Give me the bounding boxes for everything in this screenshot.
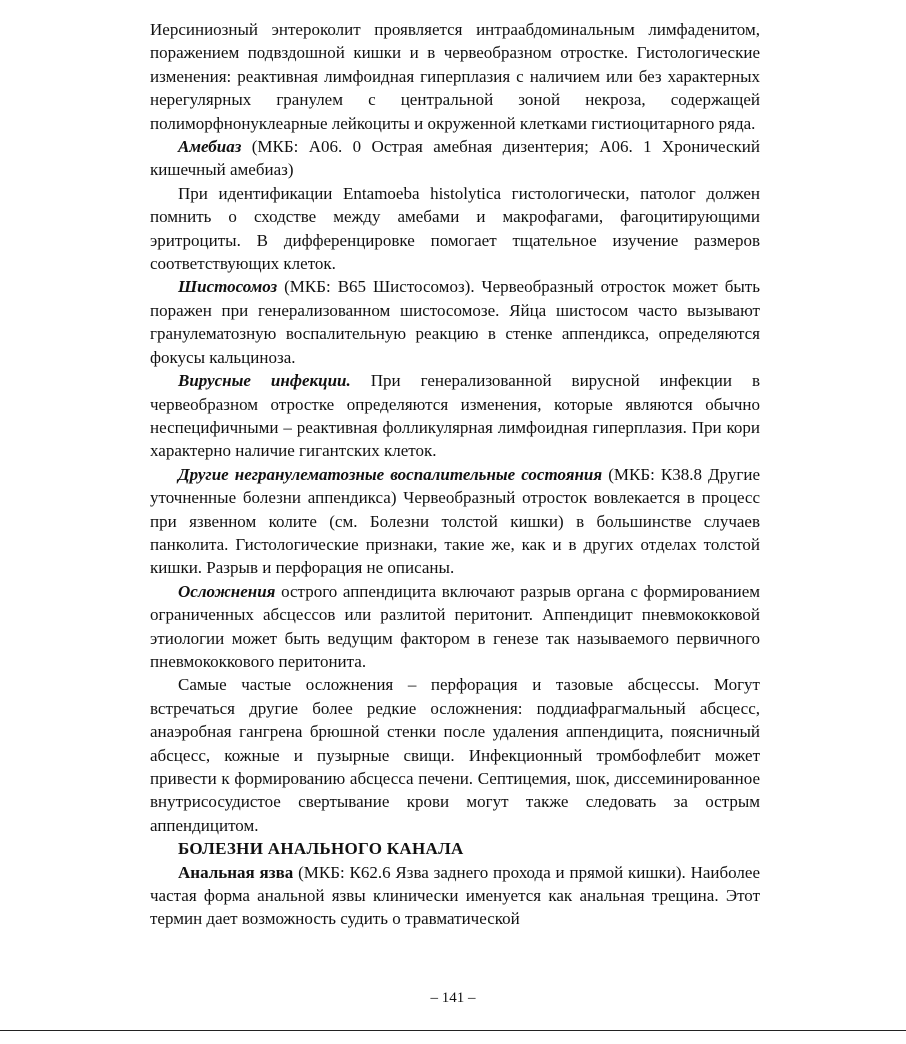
- paragraph-yersiniosis: Иерсиниозный энтероколит проявляется интраабдоминальным лимфаденитом, поражением подвздошной кишки и в червеобразном отростке. Гистологические изменения: реактивная лимфоидная гиперплазия с наличием или без характерных нерегулярных гранулем с центральной зоной некроза, содержащей полиморфнонуклеарные лейкоциты и окруженной клетками гистиоцитарного ряда.: [150, 20, 760, 133]
- term-viral-infections: Вирусные инфекции.: [178, 371, 351, 391]
- section-heading-anal-canal: БОЛЕЗНИ АНАЛЬНОГО КАНАЛА: [178, 839, 464, 859]
- term-complications: Осложнения: [178, 581, 276, 601]
- term-schistosomiasis: Шистосомоз: [178, 277, 278, 297]
- paragraph-viral-infections: [150, 369, 760, 463]
- term-amebiasis: Амебиаз: [178, 137, 242, 157]
- paragraph-anal-ulcer: [150, 861, 760, 931]
- paragraph-frequent-complications: Самые частые осложнения – перфорация и тазовые абсцессы. Могут встречаться другие более редкие осложнения: поддиафрагмальный абсцесс, анаэробная гангрена брюшной стенки после удаления аппендицита, поясничный абсцесс, кожные и пузырные свищи. Инфекционный тромбофлебит может привести к формированию абсцесса печени. Септицемия, шок, диссеминированное внутрисосудистое свертывание крови могут также следовать за острым аппендицитом.: [150, 675, 760, 835]
- text-anal-ulcer: (МКБ: К62.6 Язва заднего прохода и прямой кишки). Наиболее частая форма анальной язвы клинически именуется как анальная трещина. Этот термин дает возможность судить о травматической: [150, 862, 760, 929]
- paragraph-amebiasis: [150, 135, 760, 182]
- paragraph-nongranulomatous: [150, 463, 760, 580]
- term-nongranulomatous: Другие негранулематозные воспалительные состояния: [178, 464, 603, 484]
- page-number: – 141 –: [430, 990, 476, 1006]
- page-body: [150, 18, 760, 931]
- text-schistosomiasis: (МКБ: В65 Шистосомоз). Червеобразный отросток может быть поражен при генерализованном шистосомозе. Яйца шистосом часто вызывают гранулематозную воспалительную реакцию в стенке аппендикса, определяются фокусы кальциноза.: [150, 277, 760, 367]
- text-amebiasis: (МКБ: А06. 0 Острая амебная дизентерия; А06. 1 Хронический кишечный амебиаз): [150, 137, 760, 180]
- bottom-divider: [0, 1030, 906, 1031]
- paragraph-entamoeba: При идентификации Entamoeba histolytica гистологически, патолог должен помнить о сходстве между амебами и макрофагами, фагоцитирующими эритроциты. В дифференцировке помогает тщательное изучение размеров соответствующих клеток.: [150, 183, 760, 274]
- text-complications: острого аппендицита включают разрыв органа с формированием ограниченных абсцессов или разлитой перитонит. Аппендицит пневмококковой этиологии может быть ведущим фактором в генезе так называемого первичного пневмококкового перитонита.: [150, 581, 760, 671]
- text-viral-infections: При генерализованной вирусной инфекции в червеобразном отростке определяются изменения, которые являются обычно неспецифичными – реактивная фолликулярная лимфоидная гиперплазия. При кори характерно наличие гигантских клеток.: [150, 371, 760, 461]
- paragraph-complications: [150, 580, 760, 674]
- paragraph-schistosomiasis: [150, 275, 760, 369]
- term-anal-ulcer: Анальная язва: [178, 862, 294, 882]
- text-nongranulomatous: (МКБ: К38.8 Другие уточненные болезни аппендикса) Червеобразный отросток вовлекается в процесс при язвенном колите (см. Болезни толстой кишки) в большинстве случаев панколита. Гистологические признаки, такие же, как и в других отделах толстой кишки. Разрыв и перфорация не описаны.: [150, 464, 760, 578]
